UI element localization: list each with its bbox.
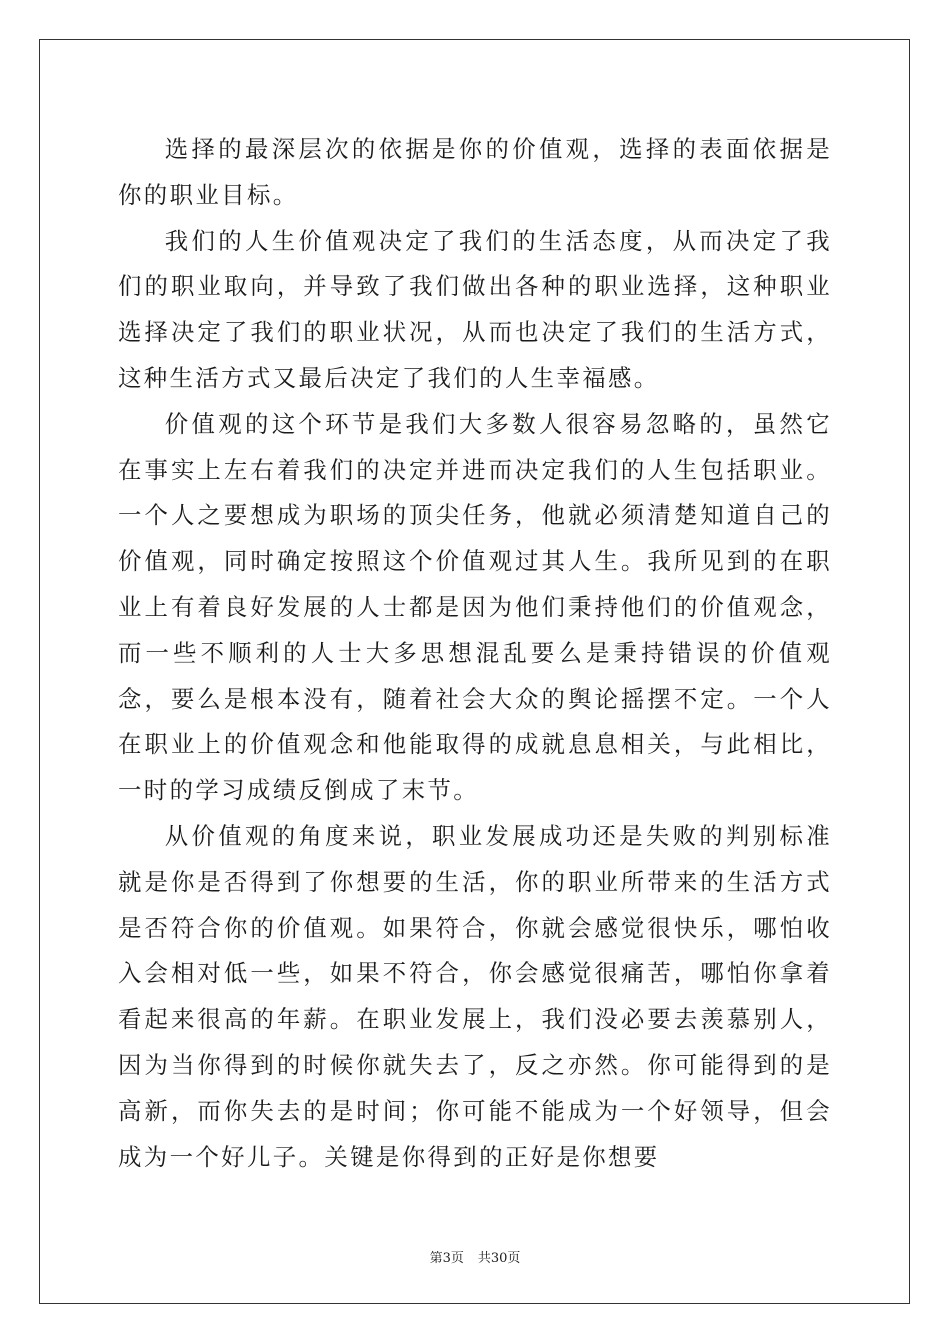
paragraph: 从价值观的角度来说，职业发展成功还是失败的判别标准就是你是否得到了你想要的生活，你的职业所带来的生活方式是否符合你的价值观。如果符合，你就会感觉很快乐，哪怕收入会相对低一些，如果不符合，你会感觉很痛苦，哪怕你拿着看起来很高的年薪。在职业发展上，我们没必要去羡慕别人，因为当你得到的时候你就失去了，反之亦然。你可能得到的是高新，而你失去的是时间；你可能不能成为一个好领导，但会成为一个好儿子。关键是你得到的正好是你想要 bbox=[118, 821, 832, 1171]
paragraph: 选择的最深层次的依据是你的价值观，选择的表面依据是你的职业目标。 bbox=[118, 135, 832, 209]
paragraph: 我们的人生价值观决定了我们的生活态度，从而决定了我们的职业取向，并导致了我们做出各种的职业选择，这种职业选择决定了我们的职业状况，从而也决定了我们的生活方式，这种生活方式又最后决定了我们的人生幸福感。 bbox=[118, 226, 832, 392]
page-number: 第3页 bbox=[429, 1251, 464, 1266]
page-footer bbox=[0, 1247, 950, 1266]
paragraph: 价值观的这个环节是我们大多数人很容易忽略的，虽然它在事实上左右着我们的决定并进而决定我们的人生包括职业。一个人之要想成为职场的顶尖任务，他就必须清楚知道自己的价值观，同时确定按照这个价值观过其人生。我所见到的在职业上有着良好发展的人士都是因为他们秉持他们的价值观念，而一些不顺利的人士大多思想混乱要么是秉持错误的价值观念，要么是根本没有，随着社会大众的舆论摇摆不定。一个人在职业上的价值观念和他能取得的成就息息相关，与此相比，一时的学习成绩反倒成了末节。 bbox=[118, 409, 832, 805]
page-total: 共30页 bbox=[477, 1251, 521, 1266]
document-body bbox=[118, 127, 832, 1180]
